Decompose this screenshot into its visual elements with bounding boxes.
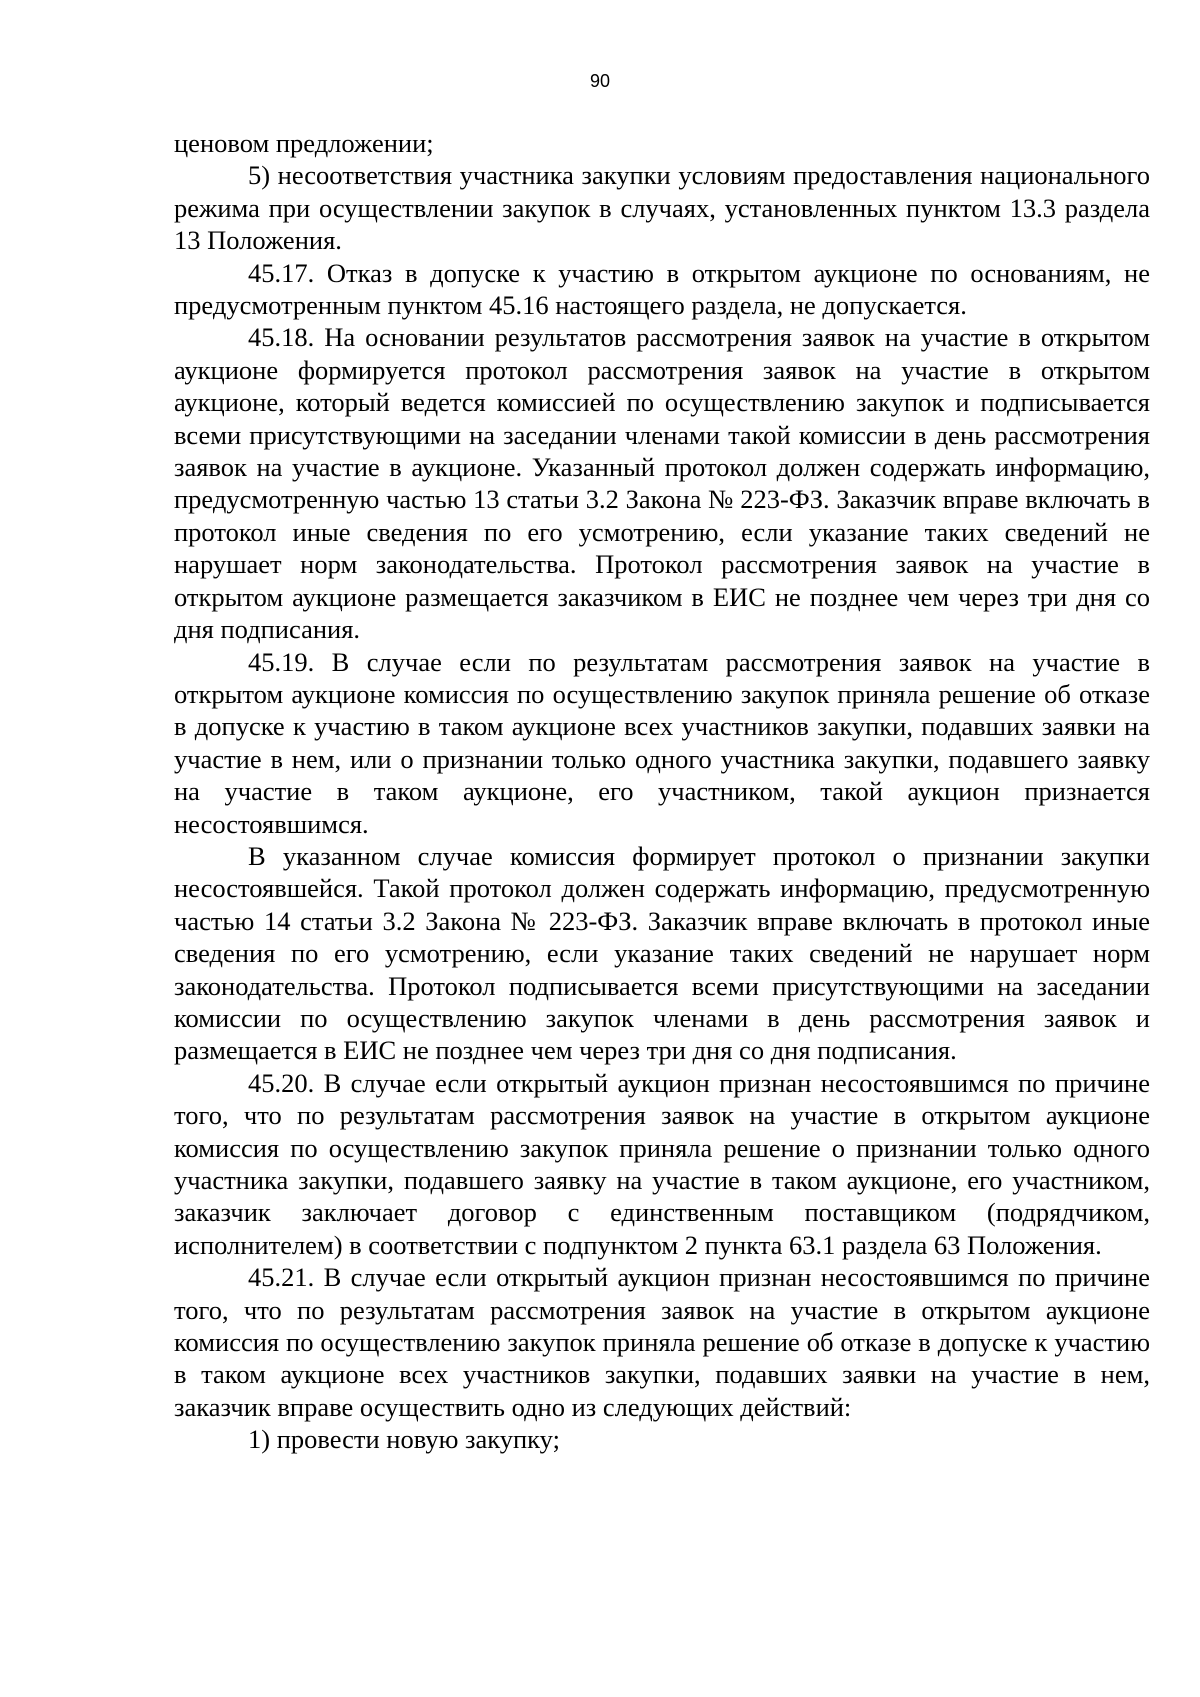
paragraph-continuation: ценовом предложении;: [174, 128, 434, 158]
paragraph-45-19: 45.19. В случае если по результатам рассмотрения заявок на участие в открытом аукционе комиссия по осуществлению закупок приняла решение об отказе в допуске к участию в таком аукционе всех участников закупки, подавших заявки на участие в нем, или о признании только одного участника закупки, подавшего заявку на участие в таком аукционе, его участником, такой аукцион признается несостоявшимся.: [174, 646, 1150, 839]
paragraph-45-19-continued: В указанном случае комиссия формирует протокол о признании закупки несостоявшейся. Такой протокол должен содержать информацию, предусмотренную частью 14 статьи 3.2 Закона № 223-ФЗ. Заказчик вправе включать в протокол иные сведения по его усмотрению, если указание таких сведений не нарушает норм законодательства. Протокол подписывается всеми присутствующими на заседании комиссии по осуществлению закупок членами в день рассмотрения заявок и размещается в ЕИС не позднее чем через три дня со дня подписания.: [174, 840, 1150, 1066]
paragraph-45-21: 45.21. В случае если открытый аукцион признан несостоявшимся по причине того, что по результатам рассмотрения заявок на участие в открытом аукционе комиссия по осуществлению закупок приняла решение об отказе в допуске к участию в таком аукционе всех участников закупки, подавших заявки на участие в нем, заказчик вправе осуществить одно из следующих действий:: [174, 1262, 1150, 1422]
paragraph-item-5: 5) несоответствия участника закупки условиям предоставления национального режима при осуществлении закупок в случаях, установленных пунктом 13.3 раздела 13 Положения.: [174, 160, 1150, 256]
paragraph-item-1: 1) провести новую закупку;: [248, 1424, 560, 1455]
page-number: 90: [589, 71, 611, 91]
paragraph-45-20: 45.20. В случае если открытый аукцион признан несостоявшимся по причине того, что по результатам рассмотрения заявок на участие в открытом аукционе комиссия по осуществлению закупок приняла решение о признании только одного участника закупки, подавшего заявку на участие в таком аукционе, его участником, заказчик заключает договор с единственным поставщиком (подрядчиком, исполнителем) в соответствии с подпунктом 2 пункта 63.1 раздела 63 Положения.: [174, 1067, 1150, 1260]
paragraph-45-18: 45.18. На основании результатов рассмотрения заявок на участие в открытом аукционе формируется протокол рассмотрения заявок на участие в открытом аукционе, который ведется комиссией по осуществлению закупок и подписывается всеми присутствующими на заседании членами такой комиссии в день рассмотрения заявок на участие в аукционе. Указанный протокол должен содержать информацию, предусмотренную частью 13 статьи 3.2 Закона № 223-ФЗ. Заказчик вправе включать в протокол иные сведения по его усмотрению, если указание таких сведений не нарушает норм законодательства. Протокол рассмотрения заявок на участие в открытом аукционе размещается заказчиком в ЕИС не позднее чем через три дня со дня подписания.: [174, 322, 1150, 645]
paragraph-45-17: 45.17. Отказ в допуске к участию в открытом аукционе по основаниям, не предусмотренным пунктом 45.16 настоящего раздела, не допускается.: [174, 257, 1150, 321]
document-body: [174, 127, 1150, 1456]
